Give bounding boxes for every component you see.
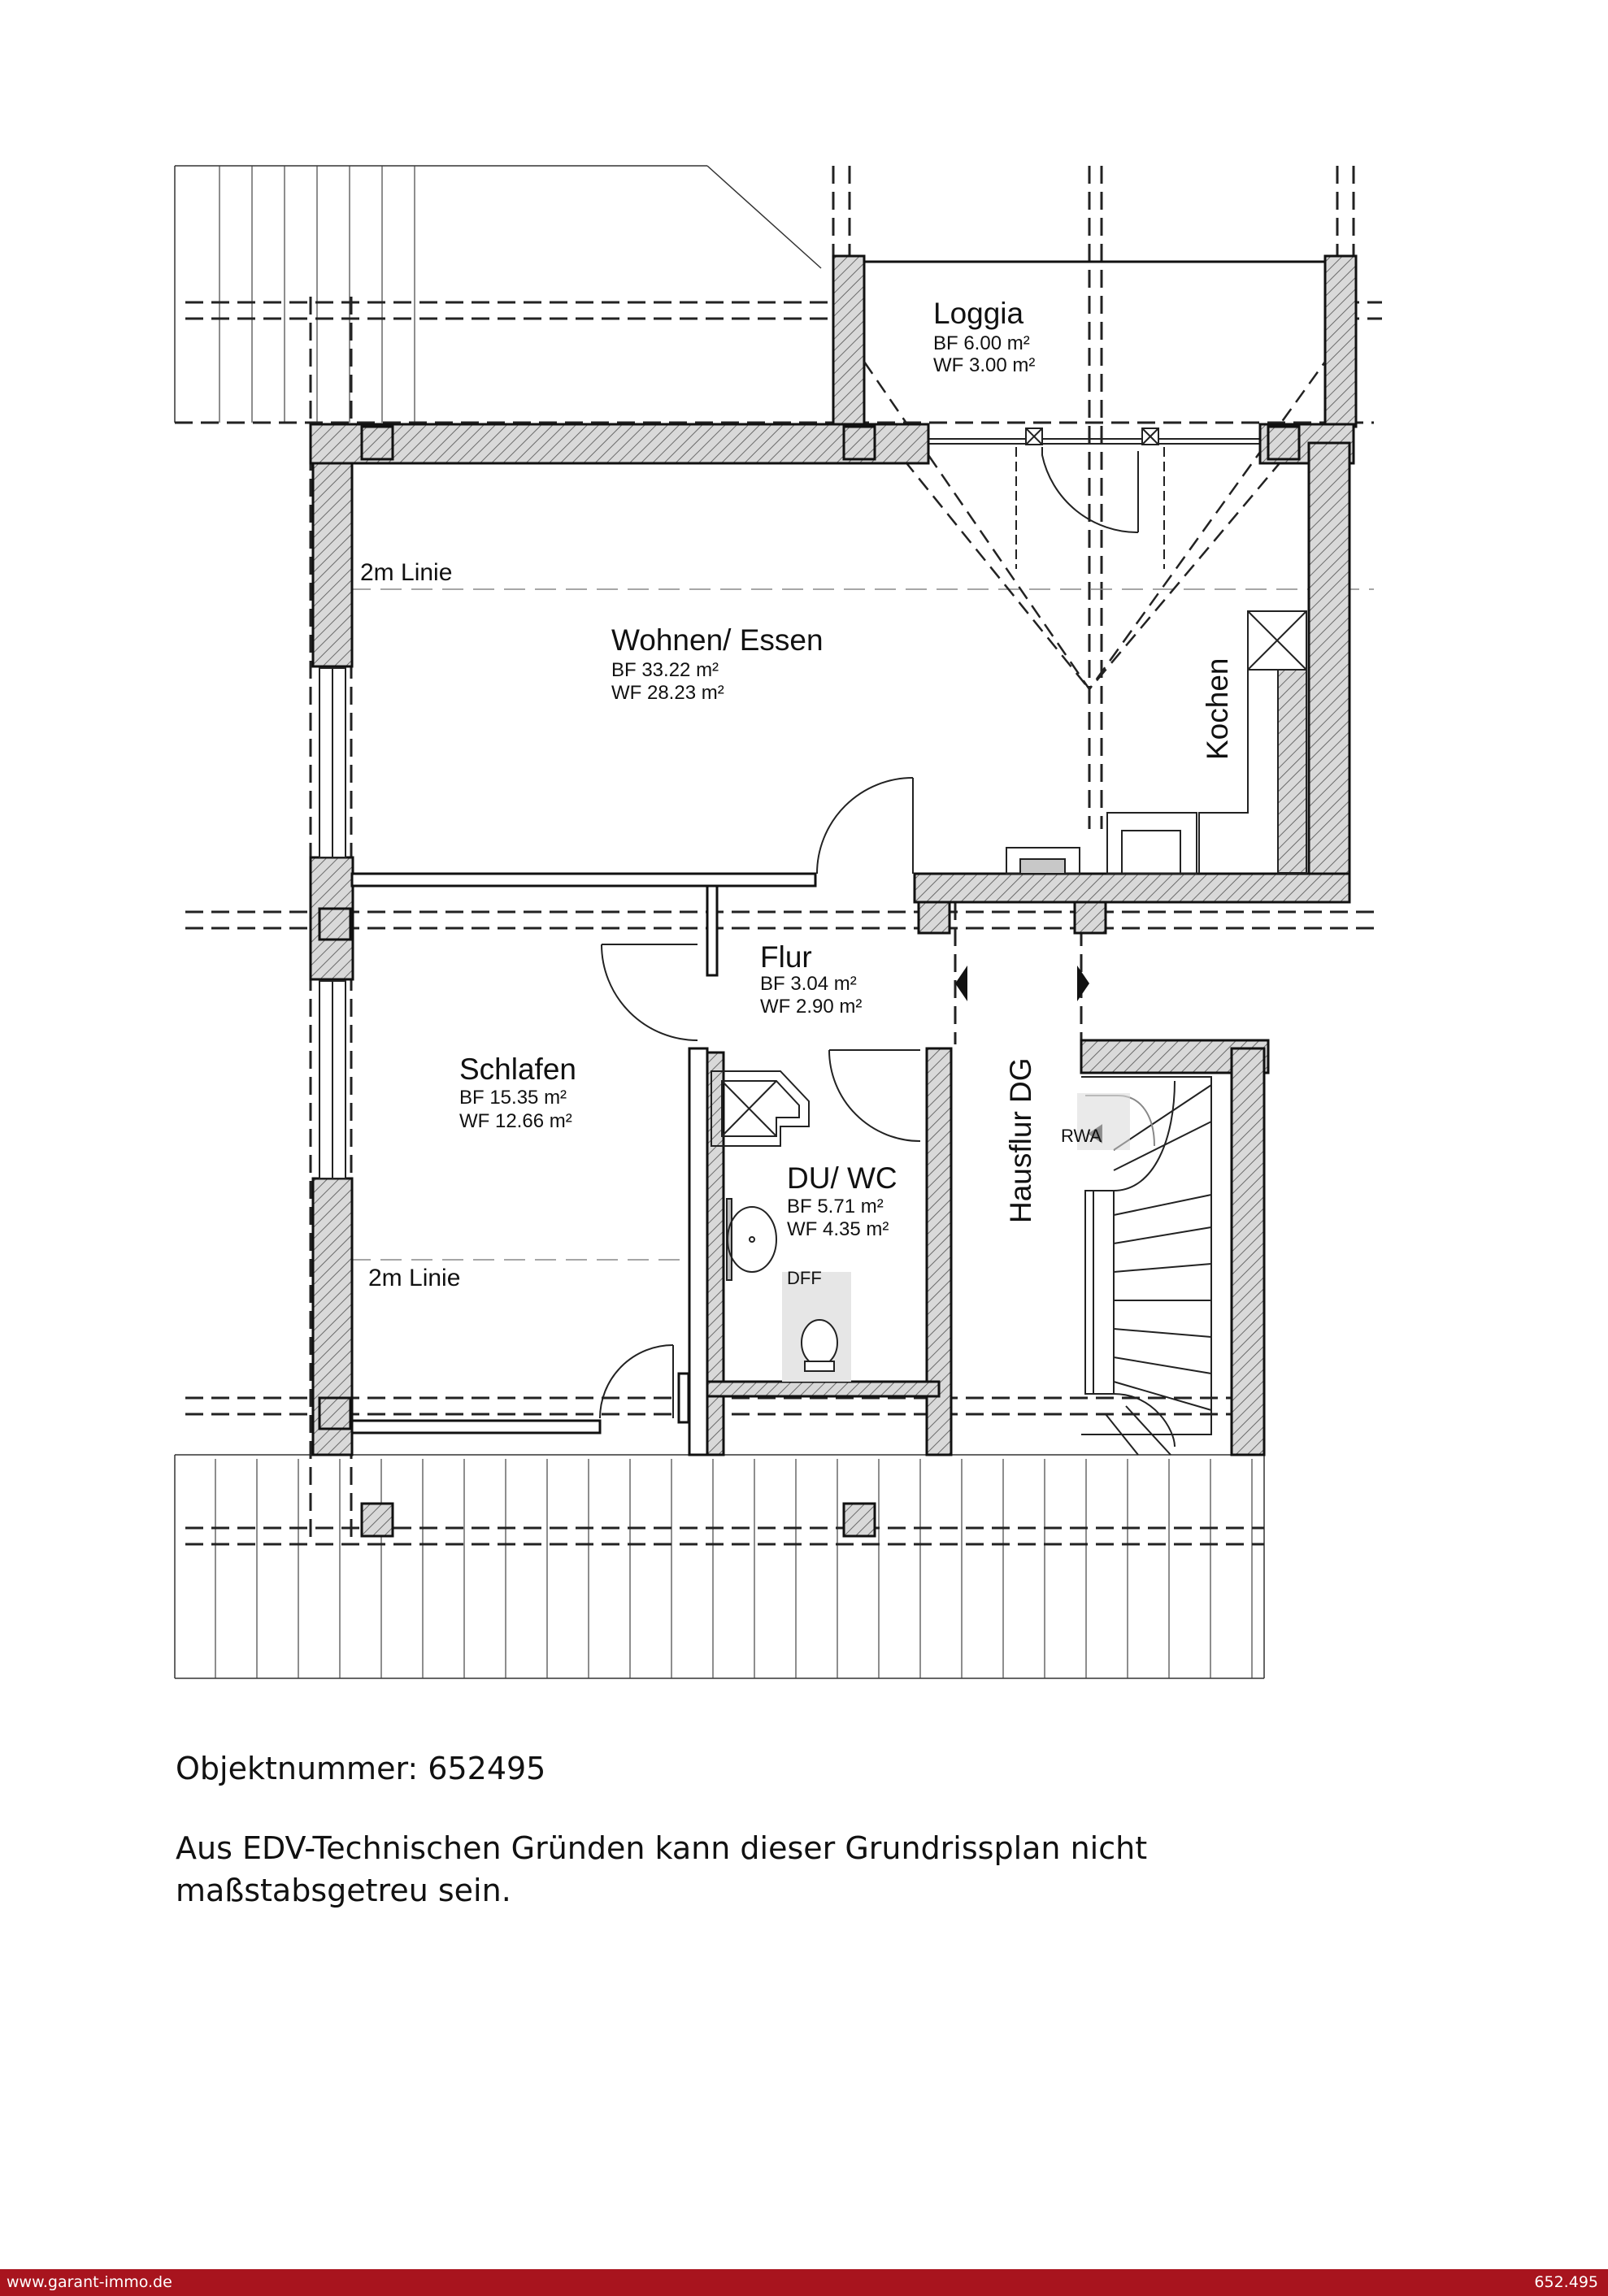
dff-label: DFF [787,1268,822,1288]
duwc-wf: WF 4.35 m² [787,1218,889,1240]
hallway-arrows [955,966,1089,1001]
flur-wf: WF 2.90 m² [760,996,863,1018]
duwc-name: DU/ WC [787,1161,897,1195]
loggia-diagonals [864,362,1325,689]
loggia-door [927,428,1268,569]
linie-bottom-label: 2m Linie [368,1265,461,1291]
disclaimer-text: Aus EDV-Technischen Gründen kann dieser Grundrissplan nicht maßstabsgetreu sein. [176,1830,1148,1908]
schlafen-wf: WF 12.66 m² [459,1110,572,1132]
footer-number: 652.495 [1534,2273,1598,2291]
footer-bar [0,2269,1608,2296]
flur-bf: BF 3.04 m² [760,973,857,995]
kochen-label: Kochen [1201,658,1234,760]
kitchen [1006,611,1306,874]
linie-top-label: 2m Linie [360,559,453,586]
flur-name: Flur [760,940,812,974]
duwc-bf: BF 5.71 m² [787,1196,884,1217]
wohnen-bf: BF 33.22 m² [611,659,719,681]
schlafen-bf: BF 15.35 m² [459,1087,567,1109]
object-number: Objektnummer: 652495 [176,1751,546,1786]
rwa-label: RWA [1061,1126,1102,1146]
interior-walls [352,874,815,1455]
loggia-name: Loggia [933,297,1024,330]
loggia-bf: BF 6.00 m² [933,332,1030,354]
schlafen-name: Schlafen [459,1053,576,1086]
dashed-lines [175,166,1382,1544]
loggia-walls [833,256,1356,427]
footer-website[interactable]: www.garant-immo.de [7,2273,172,2291]
wohnen-name: Wohnen/ Essen [611,623,824,657]
rafters-top [219,166,415,423]
rafters-bottom [215,1459,1252,1678]
loggia-wf: WF 3.00 m² [933,354,1036,376]
wohnen-wf: WF 28.23 m² [611,682,724,704]
hausflur-label: Hausflur DG [1004,1057,1037,1223]
